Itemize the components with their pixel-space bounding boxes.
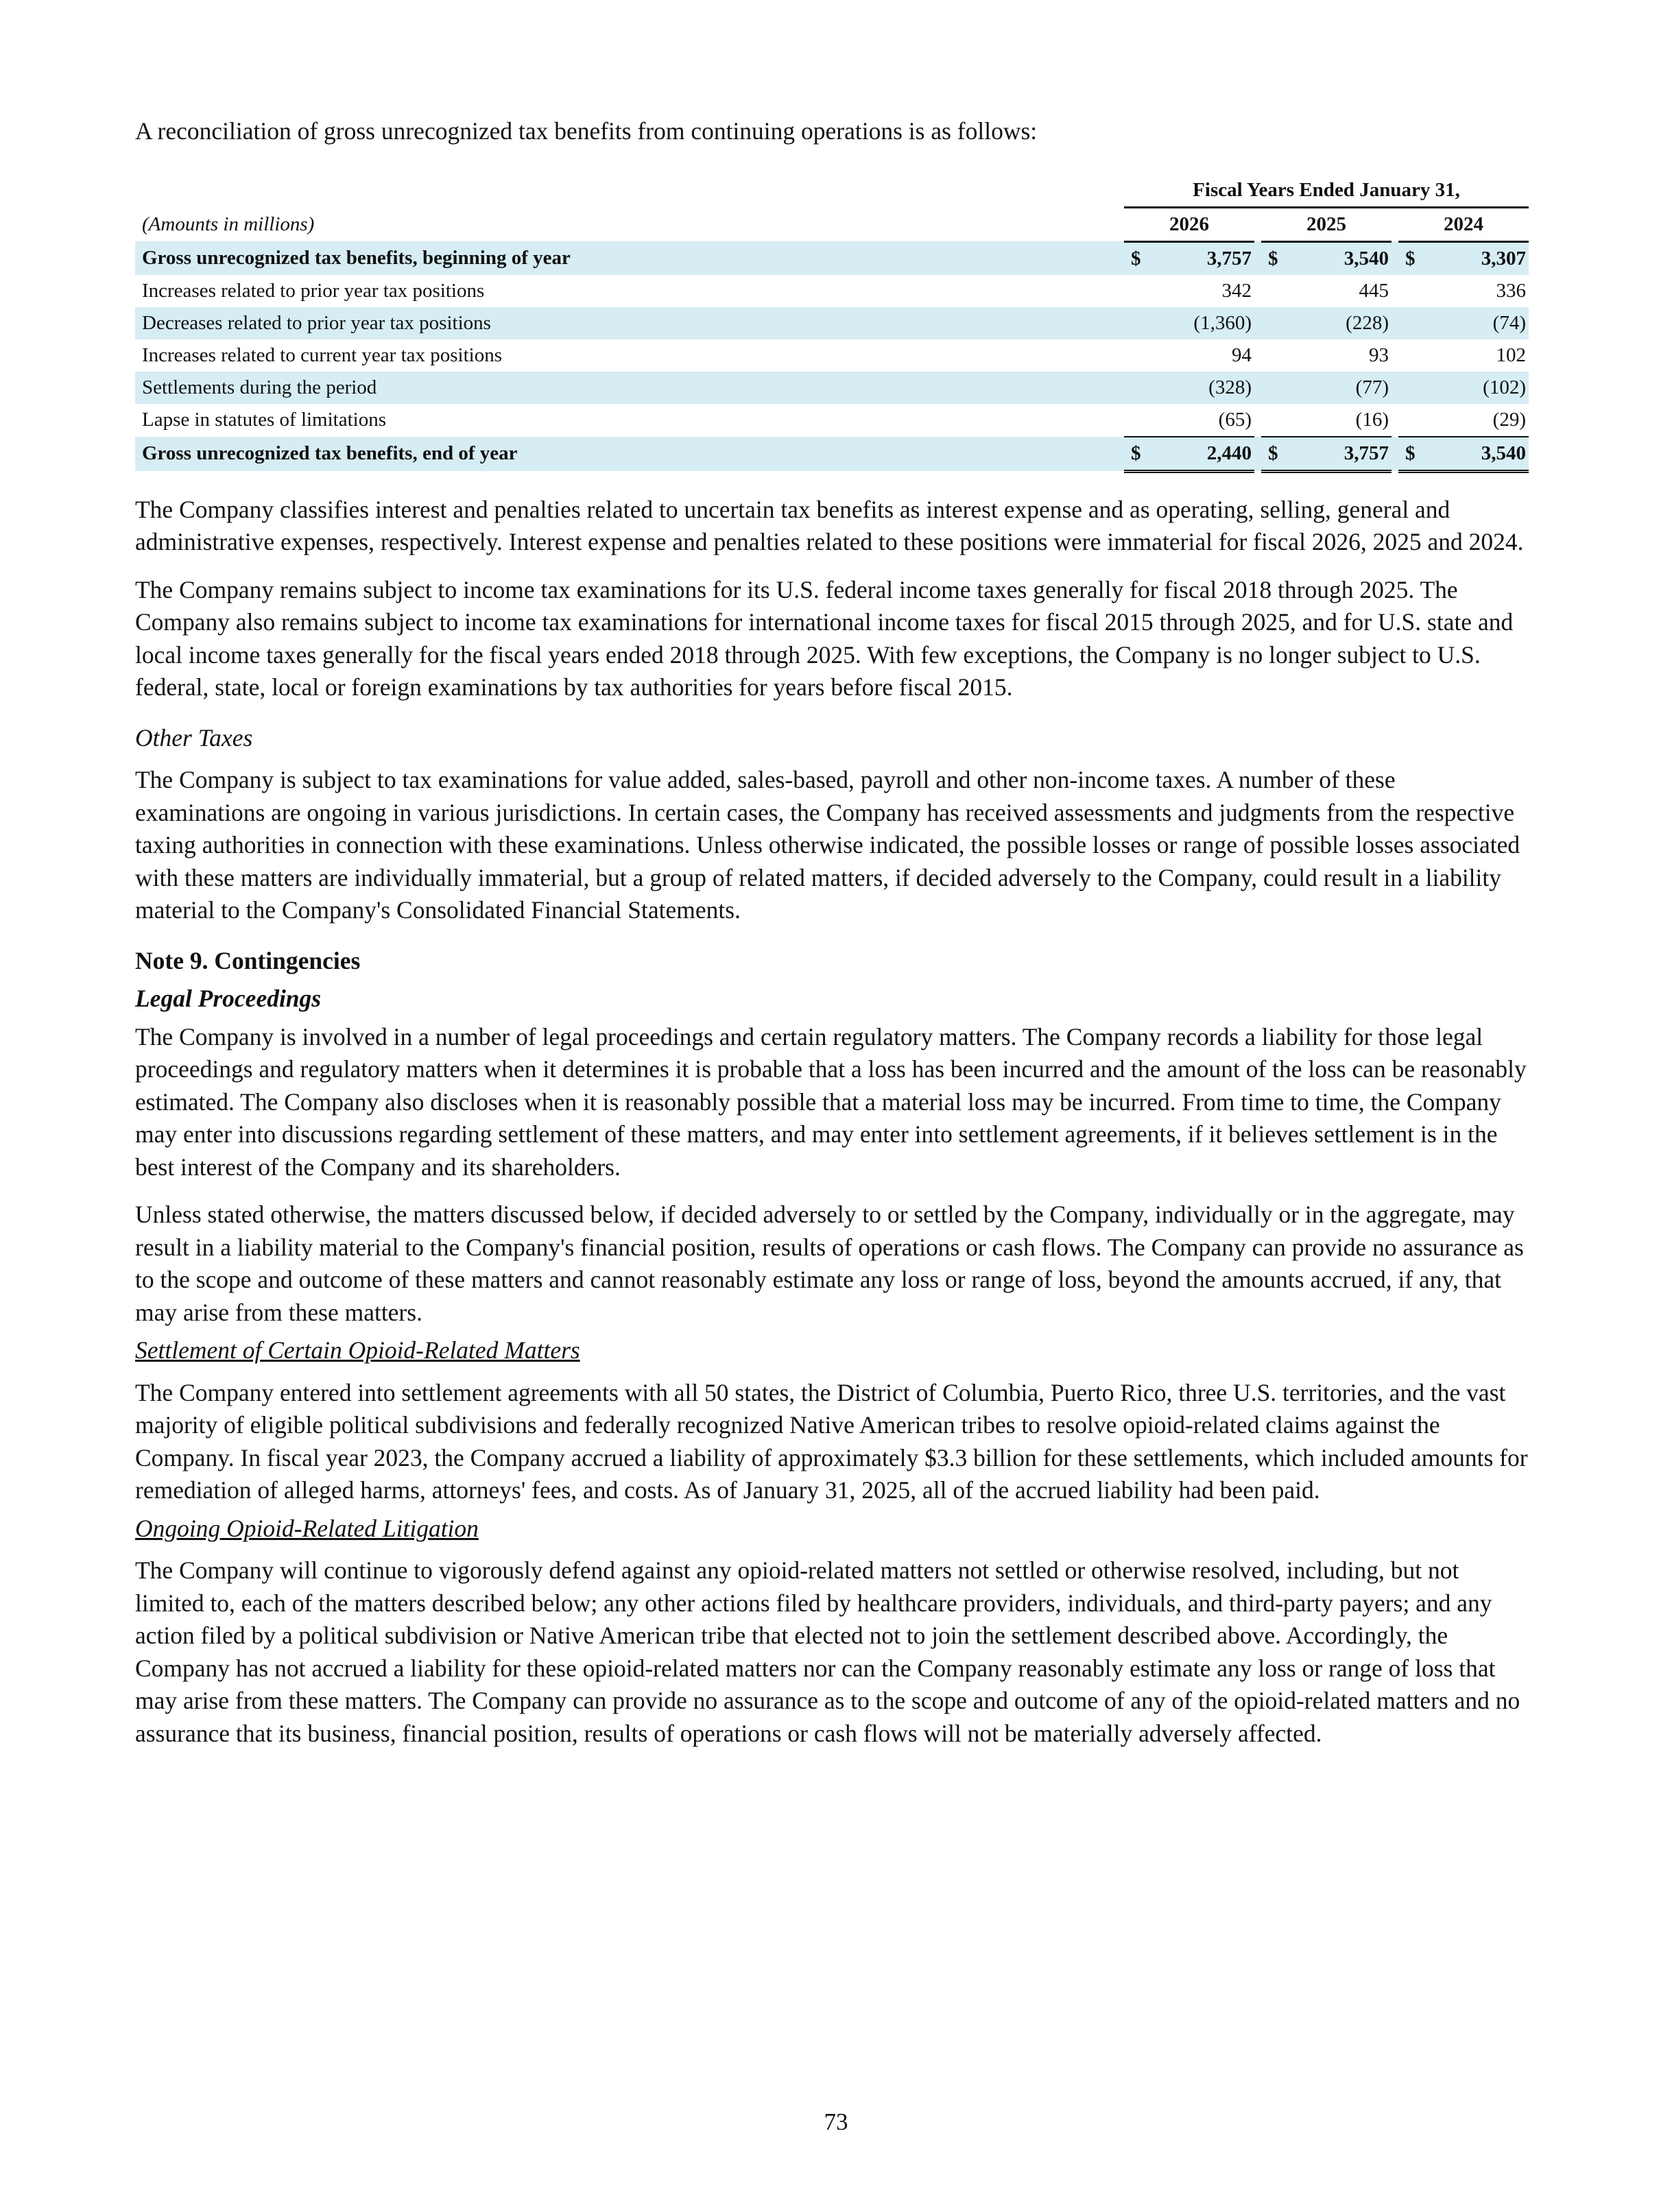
heading-note-9: Note 9. Contingencies [135,946,361,974]
paragraph-legal-proceedings: The Company is involved in a number of legal proceedings and certain regulatory matters. The Company records a liability for those legal proceedings and regulatory matters when it determines it is probable that a loss has been incurred and the amount of the loss can be reasonably estimated. The Company also discloses when it is reasonably possible that a material loss may be incurred. From time to time, the Company may enter into discussions regarding settlement of these matters, and may enter into settlement agreements, if it believes settlement is in the best interest of the Company and its shareholders. [135,1022,1527,1181]
table-row: Gross unrecognized tax benefits, beginning of year $ 3,757 $ 3,540 $ 3,307 [135,241,1529,275]
paragraph-unless-stated: Unless stated otherwise, the matters discussed below, if decided adversely to or settled by the Company, individually or in the aggregate, may result in a liability material to the Company's financial position, results of operations or cash flows. The Company can provide no assurance as to the scope and outcome of these matters and cannot reasonably estimate any loss or range of loss, beyond the amounts accrued, if any, that may arise from these matters. [135,1201,1524,1326]
heading-ongoing-litigation: Ongoing Opioid-Related Litigation [135,1514,479,1542]
document-page [135,115,1529,1750]
heading-other-taxes: Other Taxes [135,723,253,752]
paragraph-tax-examinations: The Company remains subject to income tax examinations for its U.S. federal income taxes generally for fiscal 2018 through 2025. The Company also remains subject to income tax examinations for international income taxes for fiscal 2015 through 2025, and for U.S. state and local income taxes generally for the fiscal years ended 2018 through 2025. With few exceptions, the Company is no longer subject to U.S. federal, state, local or foreign examinations by tax authorities for years before fiscal 2015. [135,575,1514,701]
table-intro: A reconciliation of gross unrecognized tax benefits from continuing operations is as follows: [135,117,1038,145]
tax-benefits-table [135,174,1529,473]
heading-legal-proceedings: Legal Proceedings [135,985,322,1012]
paragraph-ongoing-litigation: The Company will continue to vigorously defend against any opioid-related matters not settled or otherwise resolved, including, but not limited to, each of the matters described below; any other actions filed by healthcare providers, individuals, and third-party payers; and any action filed by a political subdivision or Native American tribe that elected not to join the settlement described above. Accordingly, the Company has not accrued a liability for these opioid-related matters nor can the Company reasonably estimate any loss or range of loss that may arise from these matters. The Company can provide no assurance as to the scope and outcome of any of the opioid-related matters and no assurance that its business, financial position, results of operations or cash flows will not be materially adversely affected. [135,1556,1520,1747]
table-row-total: Gross unrecognized tax benefits, end of year $ 2,440 $ 3,757 $ 3,540 [135,437,1529,472]
fiscal-years-header: Fiscal Years Ended January 31, [1124,174,1529,208]
paragraph-settlement: The Company entered into settlement agreements with all 50 states, the District of Columbia, Puerto Rico, three U.S. territories, and the vast majority of eligible political subdivisions and federally recognized Native American tribes to resolve opioid-related claims against the Company. In fiscal year 2023, the Company accrued a liability of approximately $3.3 billion for these settlements, which included amounts for remediation of alleged harms, attorneys' fees, and costs. As of January 31, 2025, all of the accrued liability had been paid. [135,1378,1528,1504]
amounts-label: (Amounts in millions) [142,213,315,235]
table-row: Increases related to current year tax positions 94 93 102 [142,344,1526,366]
page-number: 73 [824,2108,848,2135]
year-header: 2026 [1124,207,1254,241]
year-header: 2024 [1398,207,1529,241]
year-header: 2025 [1261,207,1392,241]
table-row: Increases related to prior year tax positions 342 445 336 [142,279,1526,302]
paragraph-other-taxes: The Company is subject to tax examinations for value added, sales-based, payroll and other non-income taxes. A number of these examinations are ongoing in various jurisdictions. In certain cases, the Company has received assessments and judgments from the respective taxing authorities in connection with these examinations. Unless otherwise indicated, the possible losses or range of possible losses associated with these matters are individually immaterial, but a group of related matters, if decided adversely to the Company, could result in a liability material to the Company's Consolidated Financial Statements. [135,766,1520,924]
paragraph-interest-penalties: The Company classifies interest and penalties related to uncertain tax benefits as interest expense and as operating, selling, general and administrative expenses, respectively. Interest expense and penalties related to these positions were immaterial for fiscal 2026, 2025 and 2024. [135,495,1524,555]
table-row: Settlements during the period (328) (77) (102) [135,372,1529,404]
table-row: Decreases related to prior year tax positions (1,360) (228) (74) [135,307,1529,339]
heading-settlement: Settlement of Certain Opioid-Related Matters [135,1336,580,1364]
table-row: Lapse in statutes of limitations (65) (16) (29) [142,408,1526,431]
